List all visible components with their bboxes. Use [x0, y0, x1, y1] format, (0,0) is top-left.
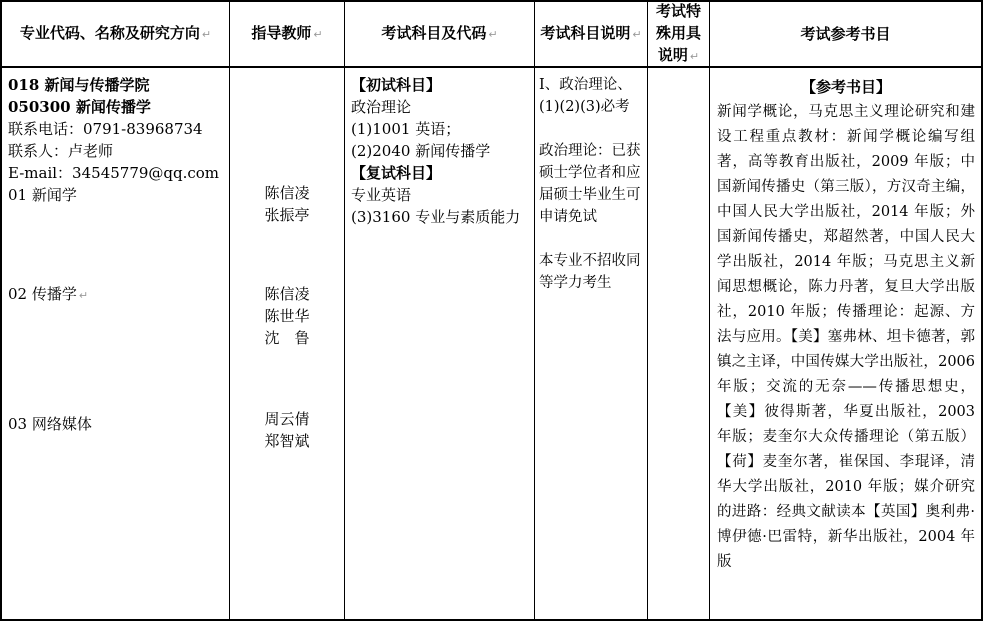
header-col6-label: 考试参考书目 [800, 25, 891, 43]
header-special-tools [648, 2, 710, 68]
retest-exam-line: 专业英语 [351, 186, 412, 204]
cell-exam-notes [535, 68, 648, 619]
cell-major-info [2, 68, 230, 619]
header-col2-label: 指导教师 [251, 24, 312, 42]
initial-exam-line: (2)2040 新闻传播学 [351, 142, 491, 160]
initial-exam-line: 政治理论 [351, 98, 412, 116]
paragraph-mark-icon: ↵ [78, 289, 89, 302]
advisor-group-1 [230, 182, 344, 226]
cell-advisors [230, 68, 345, 619]
header-major-code-name-direction [2, 2, 230, 68]
exam-note-1: Ⅰ、政治理论、(1)(2)(3)必考 [539, 77, 632, 115]
cell-references [710, 68, 981, 619]
advisor-group-2 [230, 283, 344, 349]
header-exam-subject-notes [535, 2, 648, 68]
references-title: 【参考书目】 [800, 78, 891, 96]
advisor-name: 周云倩 [264, 410, 310, 428]
initial-exam-line: (1)1001 英语； [351, 120, 461, 138]
direction-02 [8, 283, 88, 307]
contact-phone: 联系电话：0791-83968734 [8, 120, 203, 138]
header-col5-label: 考试特殊用具说明 [655, 2, 701, 64]
advisor-name: 张振亭 [264, 206, 310, 224]
contact-email: E-mail：34545779@qq.com [8, 164, 220, 182]
paragraph-mark-icon: ↵ [201, 28, 212, 41]
header-col1-label: 专业代码、名称及研究方向 [19, 24, 200, 42]
initial-exam-title: 【初试科目】 [351, 76, 442, 94]
advisor-name: 沈 鲁 [264, 329, 310, 347]
major-code-name: 050300 新闻传播学 [8, 98, 151, 116]
direction-03 [8, 413, 92, 435]
advisor-name: 陈信凌 [264, 285, 310, 303]
direction-03-label: 03 网络媒体 [8, 415, 92, 433]
header-exam-subjects-codes [345, 2, 535, 68]
references-body: 新闻学概论，马克思主义理论研究和建设工程重点教材：新闻学概论编写组著，高等教育出版社，2009 年版；中国新闻传播史（第三版），方汉奇主编，中国人民大学出版社，2014 年版；外国新闻传播史，郑超然著，中国人民大学出版社，2014 年版；马克思主义新闻思想概论，陈力丹著，复旦大学出版社，2010 年版；传播理论：起源、方法与应用。【美】塞弗林、坦卡德著，郭镇之主译，中国传媒大学出版社，2006 年版；交流的无奈——传播思想史，【美】彼得斯著，华夏出版社，2003 年版；麦奎尔大众传播理论（第五版）【荷】麦奎尔著，崔保国、李琨译，清华大学出版社，2010 年版；媒介研究的进路：经典文献读本【英国】奥利弗·博伊德·巴雷特，新华出版社，2004 年版 [717, 104, 975, 570]
retest-exam-title: 【复试科目】 [351, 164, 442, 182]
cell-exam-subjects [345, 68, 535, 619]
exam-note-2: 政治理论：已获硕士学位者和应届硕士毕业生可申请免试 [539, 143, 641, 225]
paragraph-mark-icon: ↵ [689, 50, 700, 63]
paragraph-mark-icon: ↵ [632, 28, 642, 41]
direction-02-label: 02 传播学 [8, 285, 77, 303]
advisor-name: 陈世华 [264, 307, 310, 325]
advisor-name: 郑智斌 [264, 432, 310, 450]
department-code-name: 018 新闻与传播学院 [8, 76, 150, 94]
advisor-name: 陈信凌 [264, 184, 310, 202]
contact-person: 联系人：卢老师 [8, 142, 114, 160]
exam-note-3: 本专业不招收同等学力考生 [539, 253, 641, 291]
retest-exam-line: (3)3160 专业与素质能力 [351, 208, 521, 226]
advisor-group-3 [230, 408, 344, 452]
direction-01: 01 新闻学 [8, 186, 77, 204]
paragraph-mark-icon: ↵ [488, 28, 498, 41]
header-col3-label: 考试科目及代码 [381, 24, 487, 42]
header-reference-books [710, 2, 981, 68]
cell-special-tools [648, 68, 710, 619]
paragraph-mark-icon: ↵ [313, 28, 323, 41]
header-advisors [230, 2, 345, 68]
header-col4-label: 考试科目说明 [540, 24, 631, 42]
